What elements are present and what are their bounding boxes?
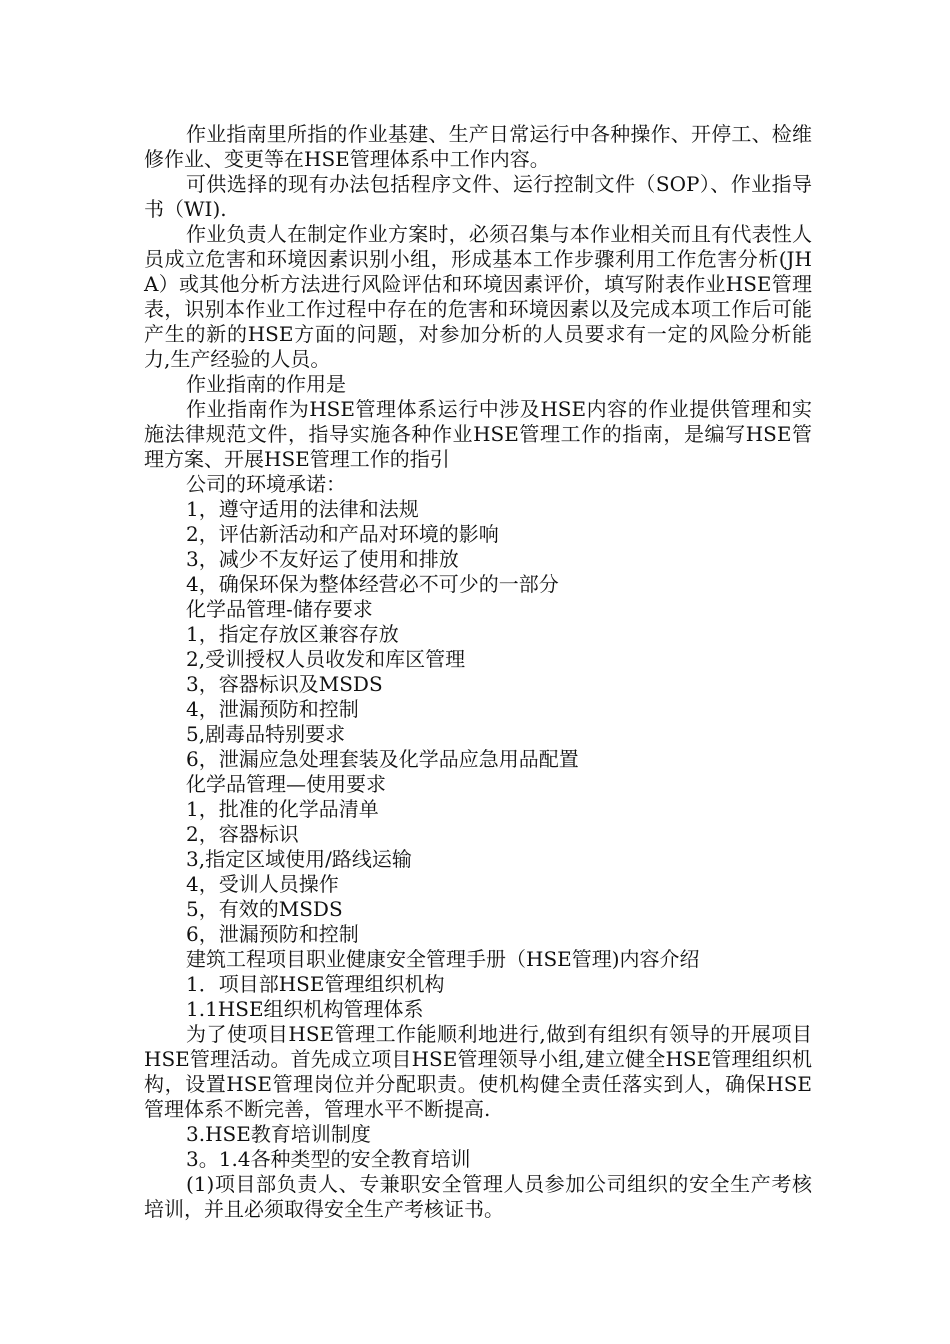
document-body — [144, 122, 812, 1222]
list-item: 1，指定存放区兼容存放 — [186, 622, 399, 646]
list-item: 2,受训授权人员收发和库区管理 — [186, 647, 466, 671]
list-item: 2，容器标识 — [186, 822, 299, 846]
heading-chemical-storage: 化学品管理-储存要求 — [186, 597, 373, 621]
paragraph-hse-organization: 为了使项目HSE管理工作能顺利地进行,做到有组织有领导的开展项目HSE管理活动。首先成立项目HSE管理领导小组,建立健全HSE管理组织机构，设置HSE管理岗位并分配职责。使机构健全责任落实到人，确保HSE管理体系不断完善，管理水平不断提高. — [144, 1022, 812, 1121]
heading-hse-manual: 建筑工程项目职业健康安全管理手册（HSE管理)内容介绍 — [186, 947, 700, 971]
list-item: 1，批准的化学品清单 — [186, 797, 379, 821]
paragraph-hazard-identification: 作业负责人在制定作业方案时，必须召集与本作业相关而且有代表性人员成立危害和环境因素识别小组，形成基本工作步骤利用工作危害分析(JHA）或其他分析方法进行风险评估和环境因素评价，填写附表作业HSE管理表，识别本作业工作过程中存在的危害和环境因素以及完成本项工作后可能产生的新的HSE方面的问题，对参加分析的人员要求有一定的风险分析能力,生产经验的人员。 — [144, 222, 812, 371]
heading-chemical-usage: 化学品管理—使用要求 — [186, 772, 386, 796]
list-item: 3，减少不友好运了使用和排放 — [186, 547, 459, 571]
paragraph-work-guide-scope: 作业指南里所指的作业基建、生产日常运行中各种操作、开停工、检维修作业、变更等在HSE管理体系中工作内容。 — [144, 122, 812, 171]
list-item: 2，评估新活动和产品对环境的影响 — [186, 522, 499, 546]
list-item: 4，受训人员操作 — [186, 872, 339, 896]
paragraph-optional-methods: 可供选择的现有办法包括程序文件、运行控制文件（SOP）、作业指导书（WI). — [144, 172, 812, 221]
list-item: 6，泄漏应急处理套装及化学品应急用品配置 — [186, 747, 579, 771]
list-item: 6，泄漏预防和控制 — [186, 922, 359, 946]
list-item: 5，有效的MSDS — [186, 897, 343, 921]
paragraph-guide-purpose: 作业指南作为HSE管理体系运行中涉及HSE内容的作业提供管理和实施法律规范文件，指导实施各种作业HSE管理工作的指南，是编写HSE管理方案、开展HSE管理工作的指引 — [144, 397, 812, 471]
list-item: 3,指定区域使用/路线运输 — [186, 847, 412, 871]
list-item: 3，容器标识及MSDS — [186, 672, 383, 696]
list-item: 1，遵守适用的法律和法规 — [186, 497, 419, 521]
heading-guide-purpose: 作业指南的作用是 — [186, 372, 346, 396]
list-item: 4，确保环保为整体经营必不可少的一部分 — [186, 572, 559, 596]
section-heading: 1．项目部HSE管理组织机构 — [186, 972, 445, 996]
paragraph-safety-training: (1)项目部负责人、专兼职安全管理人员参加公司组织的安全生产考核培训，并且必须取得安全生产考核证书。 — [144, 1172, 812, 1221]
section-heading: 1.1HSE组织机构管理体系 — [186, 997, 424, 1021]
heading-environmental-commitment: 公司的环境承诺： — [186, 472, 346, 496]
section-heading: 3。1.4各种类型的安全教育培训 — [186, 1147, 471, 1171]
list-item: 5,剧毒品特别要求 — [186, 722, 346, 746]
list-item: 4，泄漏预防和控制 — [186, 697, 359, 721]
section-heading: 3.HSE教育培训制度 — [186, 1122, 371, 1146]
